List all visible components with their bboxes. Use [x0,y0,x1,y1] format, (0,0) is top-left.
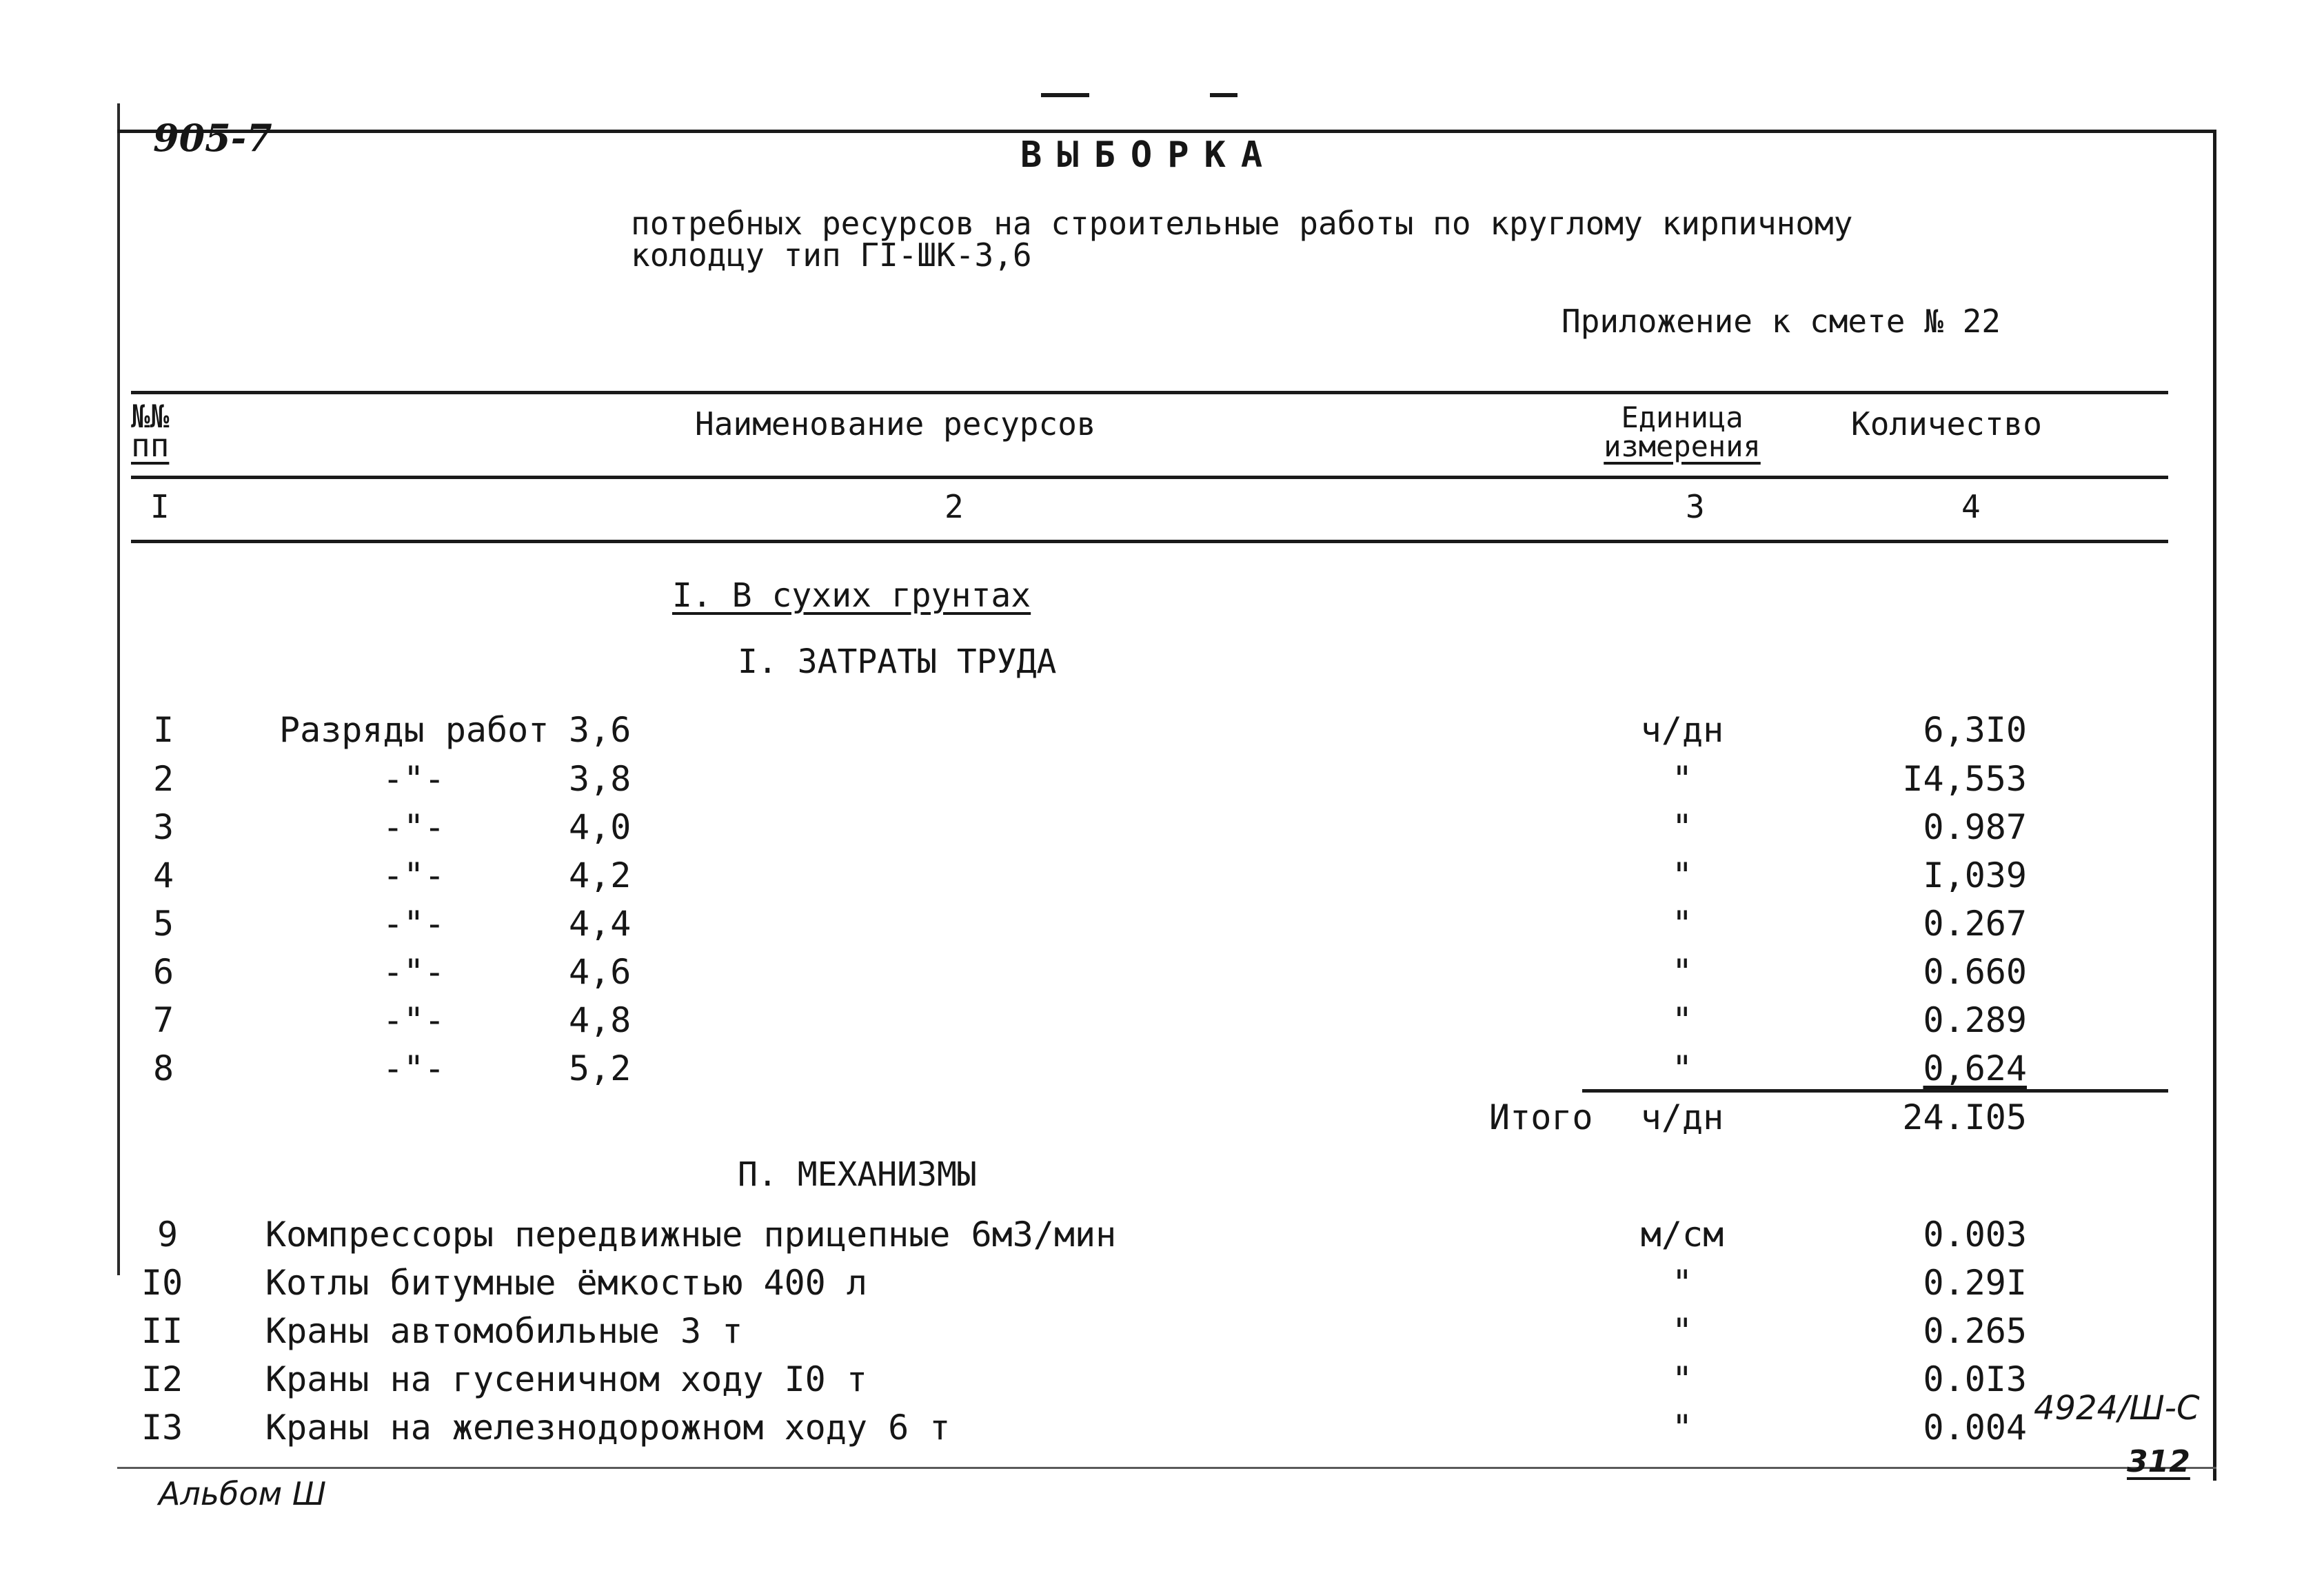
frame-top-border [117,130,2216,133]
row-name: Краны автомобильные 3 т [265,1311,743,1351]
page-title: ВЫБОРКА [1020,134,1278,176]
row-grade: 4,8 [569,1000,631,1040]
col-header-num: №№ пп [131,398,170,464]
row-num: I3 [141,1408,183,1448]
row-unit: ч/дн [1640,710,1724,750]
row-num: 9 [157,1215,179,1255]
row-grade: 3,8 [569,759,631,799]
row-name: Разряды работ [279,710,549,750]
row-num: 2 [153,759,174,799]
row-qty: 0.987 [1923,807,2027,847]
row-unit: " [1671,1263,1693,1303]
row-name: -"- [383,759,445,799]
row-qty: 0.265 [1923,1311,2027,1351]
row-num: 3 [153,807,174,847]
row-qty: 6,3I0 [1923,710,2027,750]
table-top-rule [131,391,2168,394]
row-name: -"- [383,807,445,847]
row-num: II [141,1311,183,1351]
frame-bottom-border [117,1467,2216,1469]
col-header-qty: Количество [1851,405,2042,443]
row-name: Компрессоры передвижные прицепные 6м3/мин [265,1215,1117,1255]
top-dash-mark [1041,93,1089,97]
row-name: -"- [383,1048,445,1088]
doc-code: 905-7 [153,116,272,160]
row-num: 4 [153,855,174,895]
subtitle-line-2: колодцу тип ГI-ШК-3,6 [631,236,1032,274]
row-name: -"- [383,855,445,895]
row-unit: " [1671,1359,1693,1399]
top-dash-mark [1210,93,1237,97]
row-name: Краны на железнодорожном ходу 6 т [265,1408,951,1448]
row-qty: 0.29I [1923,1263,2027,1303]
row-unit: " [1671,855,1693,895]
header-divider-rule [131,476,2168,479]
row-qty: 0,624 [1923,1048,2027,1088]
row-unit: " [1671,1311,1693,1351]
section-heading-ground: I. В сухих грунтах [672,576,1031,615]
row-num: 6 [153,952,174,992]
total-label: Итого [1489,1097,1593,1137]
row-name: Котлы битумные ёмкостью 400 л [265,1263,867,1303]
row-qty: I4,553 [1902,759,2027,799]
col-header-name: Наименование ресурсов [695,405,1096,443]
row-qty: 0.660 [1923,952,2027,992]
row-unit: м/см [1640,1215,1724,1255]
album-label: Альбом Ш [159,1475,327,1512]
row-unit: " [1671,807,1693,847]
row-grade: 4,6 [569,952,631,992]
total-unit: ч/дн [1640,1097,1724,1137]
row-grade: 4,0 [569,807,631,847]
col-number: I [150,488,170,525]
row-grade: 4,2 [569,855,631,895]
row-num: I0 [141,1263,183,1303]
row-name: -"- [383,904,445,944]
frame-left-border [117,103,120,1275]
column-number-rule [131,540,2168,543]
row-name: Краны на гусеничном ходу I0 т [265,1359,867,1399]
row-name: -"- [383,952,445,992]
row-qty: 0.004 [1923,1408,2027,1448]
row-grade: 3,6 [569,710,631,750]
page-number: 312 [2127,1444,2190,1479]
total-qty: 24.I05 [1902,1097,2027,1137]
row-num: I2 [141,1359,183,1399]
frame-right-border [2213,130,2216,1481]
row-unit: " [1671,952,1693,992]
appendix-label: Приложение к смете № 22 [1562,303,2001,340]
row-grade: 5,2 [569,1048,631,1088]
row-unit: " [1671,759,1693,799]
row-unit: " [1671,1000,1693,1040]
row-num: I [153,710,174,750]
row-qty: 0.003 [1923,1215,2027,1255]
row-qty: 0.0I3 [1923,1359,2027,1399]
col-number: 2 [944,488,964,525]
col-number: 3 [1686,488,1705,525]
subtitle-line-1: потребных ресурсов на строительные работы по круглому кирпичному [631,205,1853,242]
margin-code: 4924/Ш-С [2034,1389,2200,1428]
row-qty: 0.267 [1923,904,2027,944]
col-number: 4 [1961,488,1981,525]
total-rule [1582,1089,2168,1093]
row-unit: " [1671,1408,1693,1448]
row-qty: I,039 [1923,855,2027,895]
row-num: 7 [153,1000,174,1040]
row-num: 8 [153,1048,174,1088]
row-unit: " [1671,904,1693,944]
col-header-unit: Единица измерения [1604,400,1761,463]
section-heading-mechanisms: П. МЕХАНИЗМЫ [738,1155,977,1194]
section-heading-labor: I. ЗАТРАТЫ ТРУДА [738,642,1057,681]
row-num: 5 [153,904,174,944]
row-grade: 4,4 [569,904,631,944]
row-name: -"- [383,1000,445,1040]
row-unit: " [1671,1048,1693,1088]
row-qty: 0.289 [1923,1000,2027,1040]
